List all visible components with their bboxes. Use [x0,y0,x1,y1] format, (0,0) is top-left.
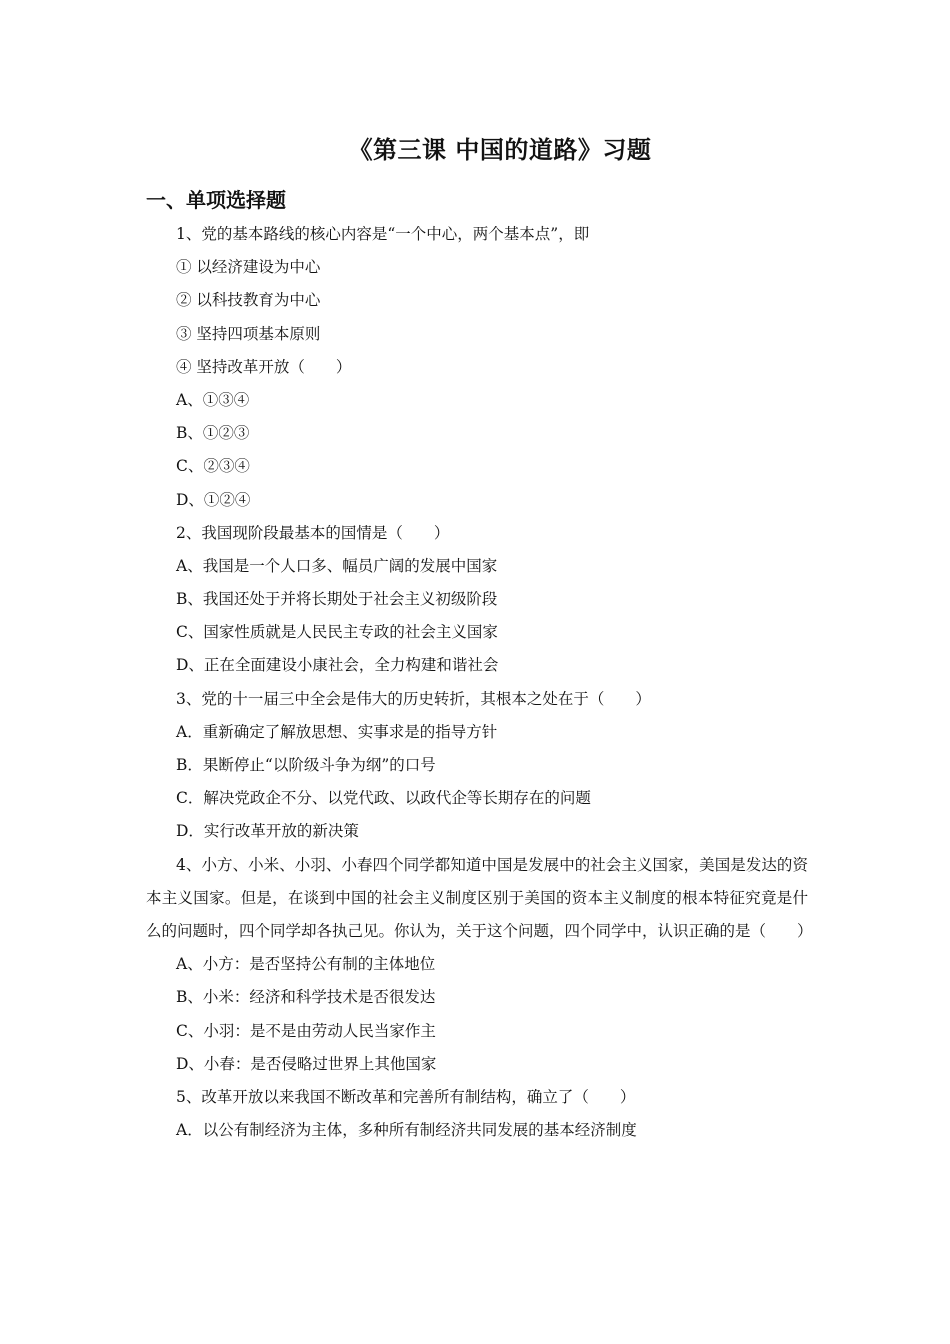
question-item: ① 以经济建设为中心 [176,258,321,277]
answer-option: D、①②④ [176,490,251,509]
question-stem: 4、小方、小米、小羽、小春四个同学都知道中国是发展中的社会主义国家，美国是发达的资本主义国家。但是，在谈到中国的社会主义制度区别于美国的资本主义制度的根本特征究竟是什么的问题时，四个同学却各执己见。你认为，关于这个问题，四个同学中，认识正确的是（ ） [146,855,813,940]
answer-option: A．重新确定了解放思想、实事求是的指导方针 [176,722,498,741]
question-item: ② 以科技教育为中心 [176,291,321,310]
section-heading: 一、单项选择题 [146,188,286,212]
question-stem: 3、党的十一届三中全会是伟大的历史转折，其根本之处在于（ ） [176,689,651,708]
answer-option: A、小方：是否坚持公有制的主体地位 [176,955,436,974]
question-stem: 2、我国现阶段最基本的国情是（ ） [176,523,450,542]
answer-option: D．实行改革开放的新决策 [176,822,359,841]
answer-option: B、小米：经济和科学技术是否很发达 [176,988,436,1007]
question-list [146,218,813,1147]
answer-option: B、我国还处于并将长期处于社会主义初级阶段 [176,590,498,609]
answer-option: A．以公有制经济为主体，多种所有制经济共同发展的基本经济制度 [176,1121,637,1140]
answer-option: A、①③④ [176,390,250,409]
answer-option: D、小春：是否侵略过世界上其他国家 [176,1054,437,1073]
question-item: ④ 坚持改革开放（ ） [176,357,352,376]
question-item: ③ 坚持四项基本原则 [176,324,321,343]
answer-option: C．解决党政企不分、以党代政、以政代企等长期存在的问题 [176,789,591,808]
answer-option: C、小羽：是不是由劳动人民当家作主 [176,1021,436,1040]
answer-option: C、国家性质就是人民民主专政的社会主义国家 [176,623,498,642]
document-title: 《第三课 中国的道路》习题 [348,135,652,164]
answer-option: B、①②③ [176,424,250,443]
answer-option: D、正在全面建设小康社会，全力构建和谐社会 [176,656,499,675]
answer-option: C、②③④ [176,457,250,476]
answer-option: A、我国是一个人口多、幅员广阔的发展中国家 [176,556,498,575]
question-stem: 1、党的基本路线的核心内容是“一个中心，两个基本点”，即 [176,225,590,243]
question-stem: 5、改革开放以来我国不断改革和完善所有制结构，确立了（ ） [176,1087,636,1106]
answer-option: B．果断停止“以阶级斗争为纲”的口号 [176,756,436,774]
